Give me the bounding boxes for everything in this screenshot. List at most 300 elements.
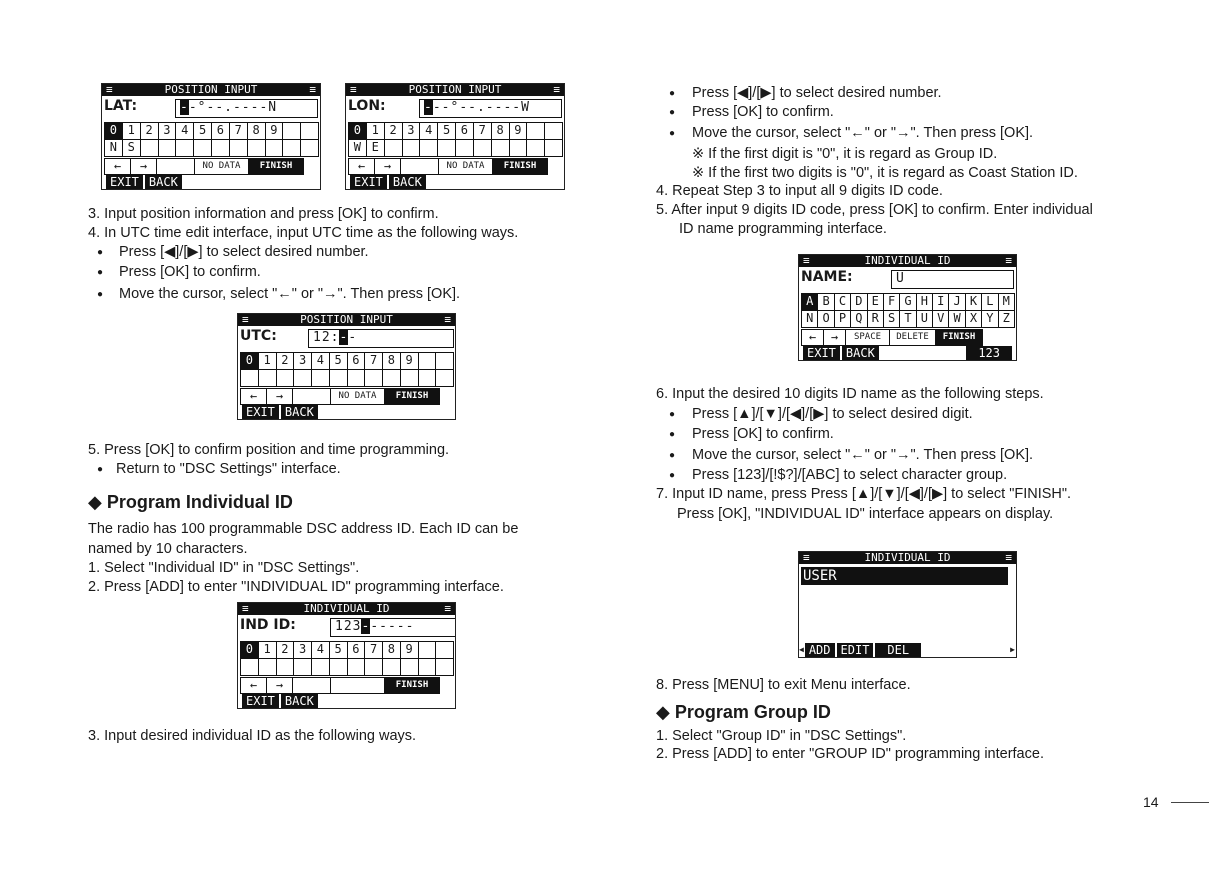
key-blank[interactable] <box>259 659 277 676</box>
screen-title-bar <box>799 552 1016 564</box>
right-step-6: 6. Input the desired 10 digits ID name as the following steps. <box>656 386 1044 402</box>
key-8[interactable]: 8 <box>492 123 510 140</box>
menu-icon: ≡ <box>1005 551 1012 564</box>
value-char: - <box>259 100 269 115</box>
key-blank[interactable] <box>266 140 284 157</box>
key-blank[interactable] <box>283 123 301 140</box>
key-3[interactable]: 3 <box>294 353 312 370</box>
key-blank[interactable] <box>436 370 454 387</box>
right-bullet-2: Press [OK] to confirm. <box>692 104 834 120</box>
key-blank[interactable] <box>331 678 385 694</box>
left-step-3: 3. Input position information and press [OK] to confirm. <box>88 206 439 222</box>
function-keys <box>348 158 548 175</box>
key-2[interactable]: 2 <box>141 123 159 140</box>
bullet-icon: ● <box>669 450 676 461</box>
key-Q[interactable]: Q <box>851 311 867 328</box>
right-c2: Press [OK] to confirm. <box>692 426 834 442</box>
key-J[interactable]: J <box>949 294 965 311</box>
bullet-icon: ● <box>669 107 676 118</box>
key-blank[interactable] <box>365 659 383 676</box>
key-1[interactable]: 1 <box>259 642 277 659</box>
left-arrow-key[interactable]: ← <box>241 678 267 694</box>
exit-softkey[interactable]: EXIT <box>242 694 279 708</box>
exit-softkey[interactable]: EXIT <box>242 405 279 419</box>
key-blank[interactable] <box>385 140 403 157</box>
key-blank[interactable] <box>438 140 456 157</box>
finish-key[interactable]: FINISH <box>385 678 440 694</box>
key-4[interactable]: 4 <box>312 353 330 370</box>
lat-input-screen <box>101 83 321 190</box>
program-individual-id-heading: ◆ Program Individual ID <box>88 492 293 512</box>
key-4[interactable]: 4 <box>420 123 438 140</box>
screen-title: POSITION INPUT <box>408 83 502 96</box>
key-blank[interactable] <box>141 140 159 157</box>
value-char: - <box>215 100 225 115</box>
key-Z[interactable]: Z <box>999 311 1015 328</box>
value-char: - <box>485 100 495 115</box>
key-B[interactable]: B <box>818 294 834 311</box>
key-O[interactable]: O <box>818 311 834 328</box>
key-5[interactable]: 5 <box>438 123 456 140</box>
utc-input-screen <box>237 313 456 420</box>
note-coast-station: ※ If the first two digits is "0", it is regard as Coast Station ID. <box>692 165 1078 181</box>
character-grid <box>348 122 563 157</box>
value-field[interactable] <box>330 618 456 637</box>
key-6[interactable]: 6 <box>456 123 474 140</box>
intro-line-1: The radio has 100 programmable DSC address ID. Each ID can be <box>88 521 519 537</box>
key-blank[interactable] <box>348 370 366 387</box>
left-step-2: 2. Press [ADD] to enter "INDIVIDUAL ID" programming interface. <box>88 579 504 595</box>
value-char: 2 <box>343 619 353 634</box>
value-field[interactable] <box>308 329 454 348</box>
value-char: - <box>494 100 504 115</box>
value-char: W <box>521 100 530 115</box>
key-2[interactable]: 2 <box>385 123 403 140</box>
back-softkey[interactable]: BACK <box>145 175 182 189</box>
list-item-user[interactable]: USER <box>801 567 1008 585</box>
function-keys <box>801 329 983 346</box>
softkey-bar <box>803 346 879 360</box>
value-char: - <box>459 100 469 115</box>
back-softkey[interactable]: BACK <box>281 405 318 419</box>
key-blank[interactable] <box>401 159 439 175</box>
edit-softkey[interactable]: EDIT <box>837 643 874 657</box>
right-arrow-key[interactable]: → <box>267 389 293 405</box>
key-blank[interactable] <box>312 370 330 387</box>
value-char: - <box>250 100 260 115</box>
right-bullet-3: Move the cursor, select "←" or "→". Then press [OK]. <box>692 125 1034 141</box>
key-blank[interactable] <box>330 659 348 676</box>
key-blank[interactable] <box>293 389 331 405</box>
bullet-icon: ● <box>97 289 104 300</box>
key-7[interactable]: 7 <box>365 353 383 370</box>
value-field[interactable] <box>175 99 318 118</box>
cursor: - <box>339 330 349 345</box>
key-M[interactable]: M <box>999 294 1015 311</box>
menu-icon: ≡ <box>1005 254 1012 267</box>
bullet-icon: ● <box>97 267 104 278</box>
value-char: ° <box>197 100 207 115</box>
key-blank[interactable] <box>456 140 474 157</box>
value-char: - <box>405 619 415 634</box>
bullet-icon: ● <box>669 429 676 440</box>
key-5[interactable]: 5 <box>330 353 348 370</box>
value-field[interactable] <box>419 99 562 118</box>
lon-input-screen <box>345 83 565 190</box>
value-char: N <box>268 100 278 115</box>
key-1[interactable]: 1 <box>367 123 385 140</box>
screen-title: POSITION INPUT <box>164 83 258 96</box>
key-6[interactable]: 6 <box>348 353 366 370</box>
key-blank[interactable] <box>474 140 492 157</box>
key-blank[interactable] <box>301 123 319 140</box>
screen-title: INDIVIDUAL ID <box>864 254 951 267</box>
no-data-key[interactable]: NO DATA <box>195 159 249 175</box>
character-grid <box>104 122 319 157</box>
screen-title: INDIVIDUAL ID <box>303 602 390 615</box>
right-arrow-icon[interactable]: ▶ <box>1010 645 1015 654</box>
exit-softkey[interactable]: EXIT <box>803 346 840 360</box>
value-char: 3 <box>352 619 362 634</box>
key-A[interactable]: A <box>802 294 818 311</box>
key-H[interactable]: H <box>917 294 933 311</box>
screen-title-bar <box>238 603 455 615</box>
key-blank[interactable] <box>312 659 330 676</box>
key-9[interactable]: 9 <box>266 123 284 140</box>
key-blank[interactable] <box>277 370 295 387</box>
softkey-bar <box>242 405 318 419</box>
value-char: - <box>512 100 522 115</box>
right-arrow-key[interactable]: → <box>824 330 846 346</box>
key-9[interactable]: 9 <box>401 642 419 659</box>
key-blank[interactable] <box>436 642 454 659</box>
key-W[interactable]: W <box>349 140 367 157</box>
key-blank[interactable] <box>241 659 259 676</box>
right-step-7a: 7. Input ID name, press Press [▲]/[▼]/[◀]/[▶] to select "FINISH". <box>656 486 1072 502</box>
key-8[interactable]: 8 <box>248 123 266 140</box>
value-char: - <box>232 100 242 115</box>
left-arrow-key[interactable]: ← <box>241 389 267 405</box>
program-group-id-heading: ◆ Program Group ID <box>656 702 831 722</box>
key-V[interactable]: V <box>933 311 949 328</box>
right-bullet-1: Press [◀]/[▶] to select desired number. <box>692 85 942 101</box>
key-2[interactable]: 2 <box>277 642 295 659</box>
key-blank[interactable] <box>383 659 401 676</box>
space-key[interactable]: SPACE <box>846 330 890 346</box>
key-T[interactable]: T <box>900 311 916 328</box>
right-c4: Press [123]/[!$?]/[ABC] to select character group. <box>692 467 1008 483</box>
key-blank[interactable] <box>436 353 454 370</box>
value-char: - <box>396 619 406 634</box>
key-blank[interactable] <box>545 140 563 157</box>
no-data-key[interactable]: NO DATA <box>439 159 493 175</box>
key-blank[interactable] <box>301 140 319 157</box>
menu-icon: ≡ <box>444 313 451 326</box>
bullet-icon: ● <box>669 470 676 481</box>
value-char: 2 <box>321 330 331 345</box>
key-blank[interactable] <box>212 140 230 157</box>
key-blank[interactable] <box>294 659 312 676</box>
key-blank[interactable] <box>230 140 248 157</box>
key-E[interactable]: E <box>868 294 884 311</box>
value-char: ° <box>450 100 460 115</box>
softkey-bar <box>106 175 182 189</box>
character-grid <box>801 293 1015 328</box>
page-number-rule <box>1171 802 1209 803</box>
menu-icon: ≡ <box>803 551 810 564</box>
value-char: 1 <box>313 330 322 345</box>
group-step-1: 1. Select "Group ID" in "DSC Settings". <box>656 728 907 744</box>
screen-title-bar <box>238 314 455 326</box>
left-step-5-bullet: Return to "DSC Settings" interface. <box>116 461 341 477</box>
key-1[interactable]: 1 <box>259 353 277 370</box>
bullet-icon: ● <box>97 247 104 258</box>
screen-title-bar <box>346 84 564 96</box>
key-3[interactable]: 3 <box>294 642 312 659</box>
key-blank[interactable] <box>248 140 266 157</box>
left-bullet-1: Press [◀]/[▶] to select desired number. <box>119 244 369 260</box>
menu-icon: ≡ <box>444 602 451 615</box>
key-0[interactable]: 0 <box>349 123 367 140</box>
screen-title: INDIVIDUAL ID <box>864 551 951 564</box>
page-number: 14 <box>1143 794 1159 810</box>
group-step-2: 2. Press [ADD] to enter "GROUP ID" programming interface. <box>656 746 1044 762</box>
cursor: - <box>424 100 433 115</box>
key-blank[interactable] <box>293 678 331 694</box>
menu-icon: ≡ <box>242 602 249 615</box>
key-blank[interactable] <box>365 370 383 387</box>
right-step-8: 8. Press [MENU] to exit Menu interface. <box>656 677 911 693</box>
right-step-7b: Press [OK], "INDIVIDUAL ID" interface appears on display. <box>677 506 1054 522</box>
cursor: - <box>361 619 371 634</box>
value-char: - <box>441 100 451 115</box>
field-label: NAME: <box>801 269 853 285</box>
function-keys <box>240 388 440 405</box>
key-blank[interactable] <box>383 370 401 387</box>
field-label: LAT: <box>104 98 138 114</box>
right-step-4: 4. Repeat Step 3 to input all 9 digits ID code. <box>656 183 943 199</box>
key-blank[interactable] <box>176 140 194 157</box>
key-blank[interactable] <box>403 140 421 157</box>
finish-key[interactable]: FINISH <box>936 330 983 346</box>
field-label: LON: <box>348 98 386 114</box>
key-0[interactable]: 0 <box>105 123 123 140</box>
value-char: - <box>241 100 251 115</box>
intro-line-2: named by 10 characters. <box>88 541 248 557</box>
menu-icon: ≡ <box>309 83 316 96</box>
key-9[interactable]: 9 <box>510 123 528 140</box>
left-bullet-2: Press [OK] to confirm. <box>119 264 261 280</box>
left-arrow-key[interactable]: ← <box>105 159 131 175</box>
finish-key[interactable]: FINISH <box>493 159 548 175</box>
key-blank[interactable] <box>419 353 437 370</box>
screen-title-bar <box>799 255 1016 267</box>
right-arrow-key[interactable]: → <box>131 159 157 175</box>
key-blank[interactable] <box>510 140 528 157</box>
key-blank[interactable] <box>419 370 437 387</box>
function-keys <box>104 158 304 175</box>
finish-key[interactable]: FINISH <box>249 159 304 175</box>
exit-softkey[interactable]: EXIT <box>106 175 143 189</box>
individual-list-screen <box>798 551 1017 658</box>
character-grid <box>240 352 454 387</box>
left-arrow-icon[interactable]: ◀ <box>799 645 804 654</box>
key-blank[interactable] <box>419 642 437 659</box>
value-char: - <box>370 619 380 634</box>
bullet-icon: ● <box>669 409 676 420</box>
individual-id-input-screen <box>237 602 456 709</box>
key-E[interactable]: E <box>367 140 385 157</box>
key-S[interactable]: S <box>123 140 141 157</box>
back-softkey[interactable]: BACK <box>281 694 318 708</box>
key-D[interactable]: D <box>851 294 867 311</box>
key-9[interactable]: 9 <box>401 353 419 370</box>
value-char: - <box>206 100 216 115</box>
key-blank[interactable] <box>545 123 563 140</box>
key-blank[interactable] <box>401 370 419 387</box>
key-6[interactable]: 6 <box>348 642 366 659</box>
key-6[interactable]: 6 <box>212 123 230 140</box>
key-W[interactable]: W <box>949 311 965 328</box>
key-blank[interactable] <box>436 659 454 676</box>
softkey-bar <box>350 175 426 189</box>
key-C[interactable]: C <box>835 294 851 311</box>
value-field[interactable] <box>891 270 1014 289</box>
key-7[interactable]: 7 <box>230 123 248 140</box>
screen-title: POSITION INPUT <box>300 313 393 326</box>
menu-icon: ≡ <box>106 83 113 96</box>
menu-icon: ≡ <box>350 83 357 96</box>
field-label: UTC: <box>240 328 277 344</box>
key-1[interactable]: 1 <box>123 123 141 140</box>
bullet-icon: ● <box>669 88 676 99</box>
exit-softkey[interactable]: EXIT <box>350 175 387 189</box>
key-8[interactable]: 8 <box>383 353 401 370</box>
key-K[interactable]: K <box>966 294 982 311</box>
left-step-4: 4. In UTC time edit interface, input UTC time as the following ways. <box>88 225 519 241</box>
left-arrow-key[interactable]: ← <box>349 159 375 175</box>
key-blank[interactable] <box>283 140 301 157</box>
back-softkey[interactable]: BACK <box>389 175 426 189</box>
key-blank[interactable] <box>419 659 437 676</box>
right-step-5b: ID name programming interface. <box>679 221 887 237</box>
key-blank[interactable] <box>277 659 295 676</box>
left-step-1: 1. Select "Individual ID" in "DSC Settings". <box>88 560 360 576</box>
key-2[interactable]: 2 <box>277 353 295 370</box>
key-L[interactable]: L <box>982 294 998 311</box>
key-N[interactable]: N <box>802 311 818 328</box>
key-blank[interactable] <box>159 140 177 157</box>
finish-key[interactable]: FINISH <box>385 389 440 405</box>
key-5[interactable]: 5 <box>330 642 348 659</box>
value-char: . <box>476 100 486 115</box>
note-group-id: ※ If the first digit is "0", it is regard as Group ID. <box>692 146 998 162</box>
key-3[interactable]: 3 <box>159 123 177 140</box>
menu-icon: ≡ <box>242 313 249 326</box>
key-S[interactable]: S <box>884 311 900 328</box>
key-blank[interactable] <box>348 659 366 676</box>
menu-icon: ≡ <box>553 83 560 96</box>
field-label: IND ID: <box>240 617 296 633</box>
key-blank[interactable] <box>194 140 212 157</box>
key-blank[interactable] <box>492 140 510 157</box>
bullet-icon: ● <box>97 464 104 475</box>
key-3[interactable]: 3 <box>403 123 421 140</box>
delete-key[interactable]: DELETE <box>890 330 936 346</box>
key-blank[interactable] <box>330 370 348 387</box>
right-arrow-key[interactable]: → <box>267 678 293 694</box>
cursor: - <box>180 100 189 115</box>
key-4[interactable]: 4 <box>312 642 330 659</box>
char-group-softkey[interactable]: 123 <box>966 346 1012 360</box>
add-softkey[interactable]: ADD <box>805 643 835 657</box>
bullet-icon: ● <box>669 128 676 139</box>
left-step-5: 5. Press [OK] to confirm position and time programming. <box>88 442 450 458</box>
key-blank[interactable] <box>259 370 277 387</box>
key-blank[interactable] <box>527 140 545 157</box>
key-7[interactable]: 7 <box>474 123 492 140</box>
key-4[interactable]: 4 <box>176 123 194 140</box>
key-X[interactable]: X <box>966 311 982 328</box>
key-P[interactable]: P <box>835 311 851 328</box>
key-5[interactable]: 5 <box>194 123 212 140</box>
key-F[interactable]: F <box>884 294 900 311</box>
function-keys <box>240 677 440 694</box>
key-G[interactable]: G <box>900 294 916 311</box>
character-grid <box>240 641 454 676</box>
key-Y[interactable]: Y <box>982 311 998 328</box>
key-U[interactable]: U <box>917 311 933 328</box>
key-0[interactable]: 0 <box>241 642 259 659</box>
key-I[interactable]: I <box>933 294 949 311</box>
right-c1: Press [▲]/[▼]/[◀]/[▶] to select desired digit. <box>692 406 973 422</box>
value-char: - <box>468 100 477 115</box>
key-8[interactable]: 8 <box>383 642 401 659</box>
softkey-bar <box>242 694 318 708</box>
right-arrow-key[interactable]: → <box>375 159 401 175</box>
key-blank[interactable] <box>241 370 259 387</box>
value-char: - <box>432 100 442 115</box>
key-blank[interactable] <box>401 659 419 676</box>
right-c3: Move the cursor, select "←" or "→". Then press [OK]. <box>692 447 1034 463</box>
key-blank[interactable] <box>294 370 312 387</box>
menu-icon: ≡ <box>803 254 810 267</box>
left-arrow-key[interactable]: ← <box>802 330 824 346</box>
left-bullet-3: Move the cursor, select "←" or "→". Then press [OK]. <box>119 286 461 302</box>
key-0[interactable]: 0 <box>241 353 259 370</box>
value-char: : <box>330 330 340 345</box>
no-data-key[interactable]: NO DATA <box>331 389 385 405</box>
value-char: - <box>348 330 358 345</box>
value-char: U <box>896 271 905 286</box>
value-char: - <box>188 100 198 115</box>
value-char: . <box>224 100 233 115</box>
del-softkey[interactable]: DEL <box>875 643 921 657</box>
value-char: - <box>379 619 388 634</box>
key-blank[interactable] <box>420 140 438 157</box>
screen-title-bar <box>102 84 320 96</box>
key-7[interactable]: 7 <box>365 642 383 659</box>
key-N[interactable]: N <box>105 140 123 157</box>
individual-name-screen <box>798 254 1017 361</box>
value-char: - <box>387 619 397 634</box>
back-softkey[interactable]: BACK <box>842 346 879 360</box>
key-blank[interactable] <box>157 159 195 175</box>
key-R[interactable]: R <box>868 311 884 328</box>
value-char: 1 <box>335 619 344 634</box>
right-step-5a: 5. After input 9 digits ID code, press [OK] to confirm. Enter individual <box>656 202 1093 218</box>
key-blank[interactable] <box>527 123 545 140</box>
